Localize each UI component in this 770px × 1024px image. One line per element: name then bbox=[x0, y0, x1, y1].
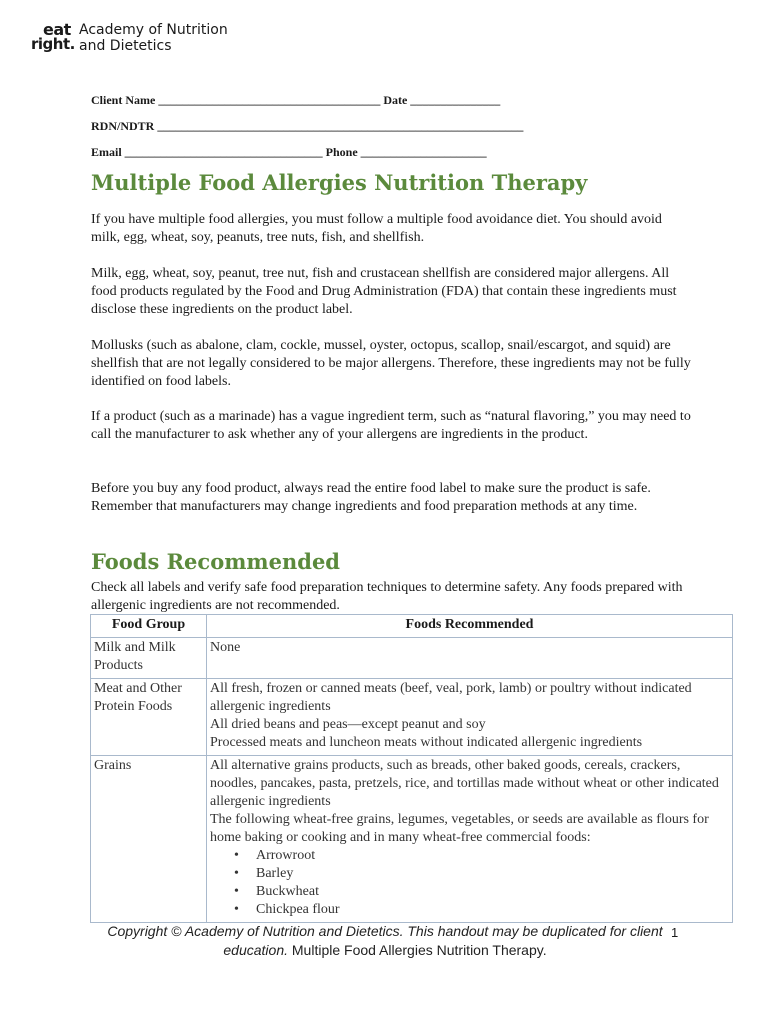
paragraph-avoidance: If you have multiple food allergies, you must follow a multiple food avoidance diet. You should avoid milk, egg, wheat, soy, peanuts, tree nuts, fish, and shellfish. bbox=[91, 212, 662, 245]
paragraph-mollusks: Mollusks (such as abalone, clam, cockle, mussel, oyster, octopus, scallop, snail/escargot, and squid) are shellfish that are not legally considered to be major allergens. Therefore, these ingredients may not be fully identified on food labels. bbox=[91, 338, 691, 389]
page-title: Multiple Food Allergies Nutrition Therapy bbox=[91, 170, 588, 195]
footer-text bbox=[95, 922, 675, 960]
header-foods-recommended: Foods Recommended bbox=[207, 615, 733, 638]
client-name-date-field[interactable]: Client Name _____________________________________ Date _______________ bbox=[91, 93, 501, 107]
list-item: • Chickpea flour bbox=[256, 901, 729, 919]
eatright-logo-mark bbox=[31, 22, 75, 56]
page-number: 1 bbox=[671, 925, 679, 940]
foods-recommended-cell bbox=[207, 679, 733, 756]
copyright-text: Copyright © Academy of Nutrition and Dietetics. This handout may be duplicated for client education. bbox=[107, 923, 663, 958]
header-food-group: Food Group bbox=[91, 615, 207, 638]
paragraph-vague-ingredients: If a product (such as a marinade) has a vague ingredient term, such as “natural flavoring,” you may need to call the manufacturer to ask whether any of your allergens are ingredients in the product. bbox=[91, 409, 691, 442]
recommendation-line: All dried beans and peas—except peanut and soy bbox=[210, 717, 486, 732]
flour-list bbox=[210, 847, 729, 919]
handout-name: Multiple Food Allergies Nutrition Therapy. bbox=[288, 942, 547, 958]
list-item: • Arrowroot bbox=[256, 847, 729, 865]
recommendation-line: The following wheat-free grains, legumes, vegetables, or seeds are available as flours for home baking or cooking and in many wheat-free commercial foods: bbox=[210, 812, 709, 845]
rdn-ndtr-field[interactable]: RDN/NDTR _____________________________________________________________ bbox=[91, 119, 524, 133]
logo-mark-bottom: right. bbox=[31, 35, 75, 53]
section-intro: Check all labels and verify safe food preparation techniques to determine safety. Any foods prepared with allergenic ingredients are not recommended. bbox=[91, 580, 683, 613]
email-phone-field[interactable]: Email _________________________________ Phone _____________________ bbox=[91, 145, 487, 159]
list-item: • Barley bbox=[256, 865, 729, 883]
table-row bbox=[91, 756, 733, 923]
paragraph-read-labels: Before you buy any food product, always read the entire food label to make sure the product is safe. Remember that manufacturers may change ingredients and food preparation methods at any time. bbox=[91, 481, 651, 514]
recommendation-line: All fresh, frozen or canned meats (beef, veal, pork, lamb) or poultry without indicated allergenic ingredients bbox=[210, 681, 692, 714]
list-item: • Buckwheat bbox=[256, 883, 729, 901]
table-row bbox=[91, 638, 733, 679]
recommendation-line: None bbox=[210, 640, 241, 655]
footer bbox=[0, 922, 770, 960]
recommendation-line: Processed meats and luncheon meats without indicated allergenic ingredients bbox=[210, 735, 643, 750]
foods-recommended-cell bbox=[207, 756, 733, 923]
organization-name-line1: Academy of Nutrition bbox=[79, 22, 228, 38]
organization-name bbox=[79, 22, 228, 54]
paragraph-major-allergens: Milk, egg, wheat, soy, peanut, tree nut, fish and crustacean shellfish are considered major allergens. All food products regulated by the Food and Drug Administration (FDA) that contain these ingredients must disclose these ingredients on the product label. bbox=[91, 266, 677, 317]
food-group-cell: Milk and Milk Products bbox=[91, 638, 207, 679]
recommendation-line: All alternative grains products, such as breads, other baked goods, cereals, crackers, noodles, pancakes, pasta, pretzels, rice, and tortillas made without wheat or other indicated allergenic ingredients bbox=[210, 758, 719, 809]
table-row bbox=[91, 679, 733, 756]
food-group-cell: Grains bbox=[91, 756, 207, 923]
logo-mark-top: eat bbox=[43, 20, 71, 39]
section-title: Foods Recommended bbox=[91, 549, 340, 574]
organization-name-line2: and Dietetics bbox=[79, 38, 172, 54]
foods-recommended-cell bbox=[207, 638, 733, 679]
food-group-cell: Meat and Other Protein Foods bbox=[91, 679, 207, 756]
table-header-row bbox=[91, 615, 733, 638]
foods-recommended-table bbox=[90, 614, 733, 923]
